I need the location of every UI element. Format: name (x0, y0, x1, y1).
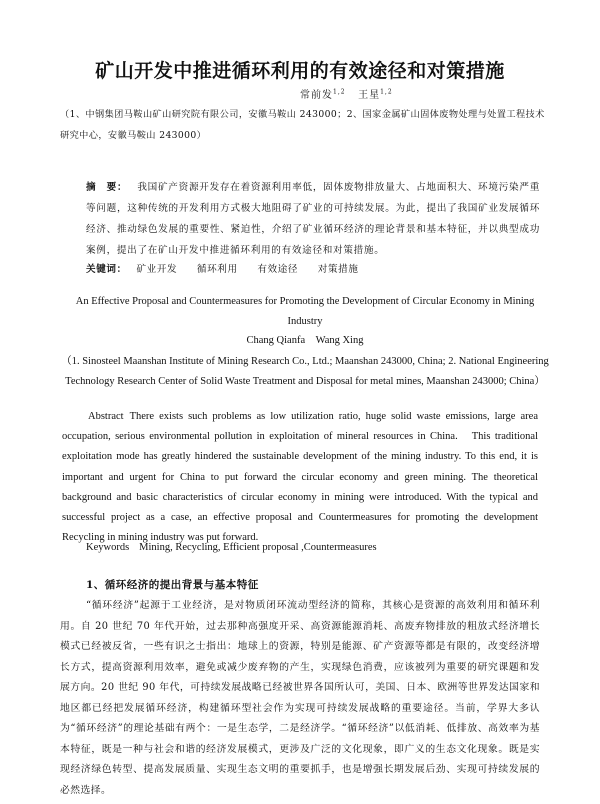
english-authors: Chang Qianfa Wang Xing (246, 335, 364, 346)
english-keywords-label: Keywords (86, 542, 130, 553)
keyword: 对策措施 (317, 264, 359, 275)
author-affiliation-mark: 1,2 (380, 88, 393, 96)
english-abstract-text: There exists such problems as low utilization ratio, huge solid waste emissions, large area occupation, serious environmental pollution in exploitation of mineral resources in China. This traditional exploitation mode has greatly hindered the sustainable development of the mining industry. To this end, it is important and urgent for China to put forward the circular economy and green mining. The theoretical background and basic characteristics of circular economy in mining were introduced. With the typical and successful project as a case, an effective proposal and Countermeasures for promoting the development Recycling in mining industry was put forward. (62, 411, 538, 544)
chinese-title: 矿山开发中推进循环利用的有效途径和对策措施 (95, 60, 505, 82)
chinese-abstract-text: 我国矿产资源开发存在着资源利用率低，固体废物排放量大、占地面积大、环境污染严重等问题，这种传统的开发利用方式极大地阻碍了矿业的可持续发展。为此，提出了我国矿业发展循环经济、推动绿色发展的重要性、紧迫性，介绍了矿业循环经济的理论背景和基本特征，并以典型成功案例，提出了在矿山开发中推进循环利用的有效途径和对策措施。 (86, 182, 540, 256)
english-title: An Effective Proposal and Countermeasures for Promoting the Development of Circular Economy in Mining Industry (75, 296, 535, 327)
author-name: 王星 (358, 90, 381, 101)
author-affiliation-mark: 1,2 (333, 88, 346, 96)
english-abstract (62, 407, 538, 548)
english-affiliation: （1. Sinosteel Maanshan Institute of Mining Research Co., Ltd.; Maanshan 243000, China; 2. National Engineering Technology Research Center of Solid Waste Treatment and Disposal for metal mines, Maanshan 243000; China） (61, 356, 549, 387)
english-abstract-label: Abstract (88, 411, 124, 422)
chinese-abstract (86, 177, 540, 261)
chinese-keywords (86, 261, 540, 275)
section-body-text: “循环经济”起源于工业经济，是对物质闭环流动型经济的简称，其核心是资源的高效利用和循环利用。自 20 世纪 70 年代开始，过去那种高强度开采、高资源能源消耗、高废弃物排放的粗放式经济增长模式已经被反省，一些有识之士指出：地球上的资源，特别是能源、矿产资源等都是有限的，改变经济增长方式，提高资源利用效率，避免或减少废弃物的产生，实现绿色消费，应该被列为重要的研究课题和发展方向。20 世纪 90 年代，可持续发展战略已经被世界各国所认可，美国、日本、欧洲等世界发达国家和地区都已经把发展循环经济，构建循环型社会作为实现可持续发展战略的重要途径。当前，学界大多认为“循环经济”的理论基础有两个：一是生态学，二是经济学。“循环经济”以低消耗、低排放、高效率为基本特征，既是一种与社会和谐的经济发展模式，更涉及广泛的文化现象，即广义的生态文化现象。既是实现经济绿色转型、提高发展质量、实现生态文明的重要抓手，也是增强长期发展后劲、实现可持续发展的必然选择。 (60, 600, 540, 796)
author-name: 常前发 (300, 90, 333, 101)
english-keywords (86, 542, 540, 553)
chinese-authors (300, 86, 520, 101)
keyword: 矿业开发 (136, 264, 178, 275)
chinese-affiliation: （1、中钢集团马鞍山矿山研究院有限公司，安徽马鞍山 243000；2、国家金属矿山固体废物处理与处置工程技术研究中心，安徽马鞍山 243000） (60, 109, 545, 141)
section-heading: 1、循环经济的提出背景与基本特征 (86, 579, 259, 591)
english-keywords-text: Mining, Recycling, Efficient proposal ,Countermeasures (139, 542, 377, 553)
section-body (60, 596, 540, 801)
chinese-keywords-label: 关键词： (86, 264, 127, 275)
chinese-abstract-label: 摘 要： (86, 182, 128, 193)
keyword: 有效途径 (257, 264, 299, 275)
keyword: 循环利用 (196, 264, 238, 275)
